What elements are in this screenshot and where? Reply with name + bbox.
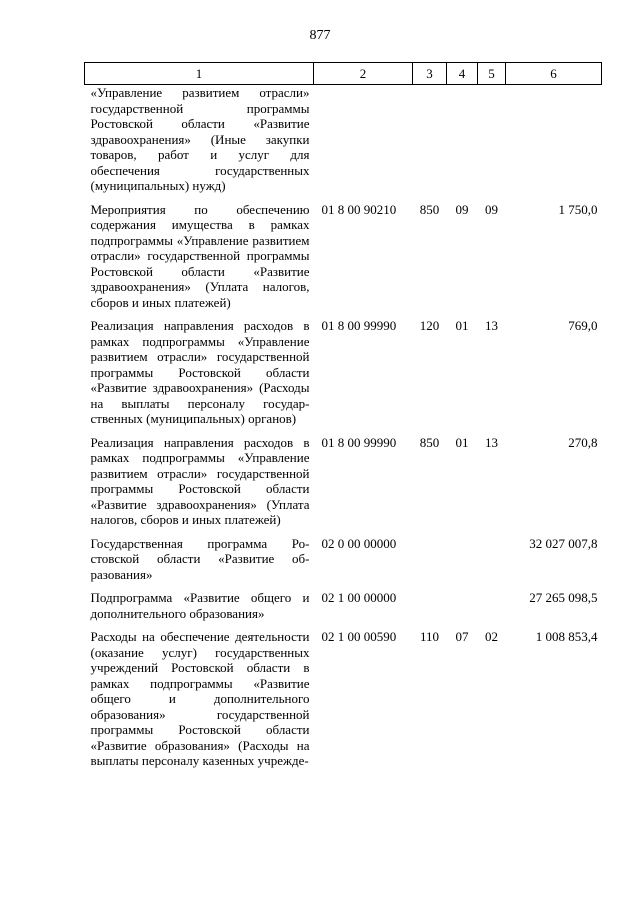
row-code [314, 85, 413, 202]
row-amount: 1 750,0 [558, 201, 598, 217]
header-col-1: 1 [85, 63, 314, 85]
row-code: 01 8 00 99990 [321, 434, 397, 450]
row-code: 01 8 00 90210 [321, 201, 397, 217]
header-col-3: 3 [413, 63, 447, 85]
row-col-3: 850 [419, 434, 440, 450]
row-col-5 [478, 590, 506, 629]
row-amount: 27 265 098,5 [529, 590, 598, 605]
row-code: 01 8 00 99990 [321, 318, 397, 333]
header-col-2: 2 [314, 63, 413, 85]
page-number: 877 [309, 28, 331, 43]
row-description: Реализация направления расходов в рамках подпрограммы «Управление развитием отрасли» государственной программы Ростовской области «Развитие здравоохранения» (Расходы на выплаты персоналу государственных (муниципальных) органов) [90, 318, 310, 426]
row-col-3 [413, 590, 447, 629]
header-row [85, 63, 602, 85]
row-col-5: 02 [485, 629, 498, 644]
row-col-3: 110 [419, 629, 440, 644]
budget-table [84, 62, 602, 777]
row-col-5: 09 [485, 201, 498, 217]
row-col-4: 09 [455, 201, 469, 217]
table-row [85, 202, 602, 319]
header-col-6: 6 [506, 63, 602, 85]
header-col-4: 4 [447, 63, 478, 85]
row-description: Реализация направления расходов в рамках подпрограммы «Управление развитием отрасли» государственной программы Ростовской области «Развитие здравоохранения» (Уплата налогов, сборов и иных платежей) [90, 434, 310, 527]
row-description: Подпрограмма «Развитие общего и дополнительного образования» [90, 590, 310, 621]
row-col-5 [478, 85, 506, 202]
row-col-5: 13 [485, 318, 498, 333]
row-col-5: 13 [485, 434, 498, 450]
row-amount: 769,0 [568, 318, 598, 333]
header-col-5: 5 [478, 63, 506, 85]
row-col-3: 850 [419, 201, 440, 217]
row-description: Расходы на обеспечение деятельности (оказание услуг) государственных учреждений Ростовской области в рамках подпрограммы «Развитие общего и дополнительного образования» государственной программы Ростовской области «Развитие образования» (Расходы на выплаты персоналу казенных учрежде- [90, 629, 310, 768]
row-col-3 [413, 85, 447, 202]
row-amount: 32 027 007,8 [529, 535, 598, 551]
row-description: Мероприятия по обеспечению содержания имущества в рамках подпрограммы «Управление развитием отрасли» государственной программы Ростовской области «Развитие здравоохранения» (Уплата налогов, сборов и иных платежей) [90, 201, 310, 310]
row-col-4 [447, 536, 478, 591]
row-code: 02 1 00 00590 [321, 629, 397, 644]
row-description: «Управление развитием отрасли» государственной программы Ростовской области «Развитие здравоохранения» (Иные закупки товаров, работ и услуг для обеспечения государственных (муниципальных) нужд) [90, 85, 310, 193]
table-row [85, 536, 602, 591]
row-amount: 1 008 853,4 [535, 629, 598, 644]
row-code: 02 0 00 00000 [321, 535, 397, 551]
row-col-4 [447, 590, 478, 629]
table-row [85, 590, 602, 629]
row-col-3 [413, 536, 447, 591]
table-row [85, 435, 602, 536]
row-col-4: 01 [455, 434, 469, 450]
row-code: 02 1 00 00000 [321, 590, 397, 605]
row-amount [506, 85, 602, 202]
table-row [85, 629, 602, 777]
table-row [85, 85, 602, 202]
row-amount: 270,8 [568, 434, 598, 450]
row-description: Государственная программа Ростовской области «Развитие образования» [90, 535, 310, 582]
row-col-3: 120 [419, 318, 440, 333]
row-col-4 [447, 85, 478, 202]
row-col-4: 01 [455, 318, 469, 333]
table-row [85, 318, 602, 435]
row-col-4: 07 [455, 629, 469, 644]
row-col-5 [478, 536, 506, 591]
